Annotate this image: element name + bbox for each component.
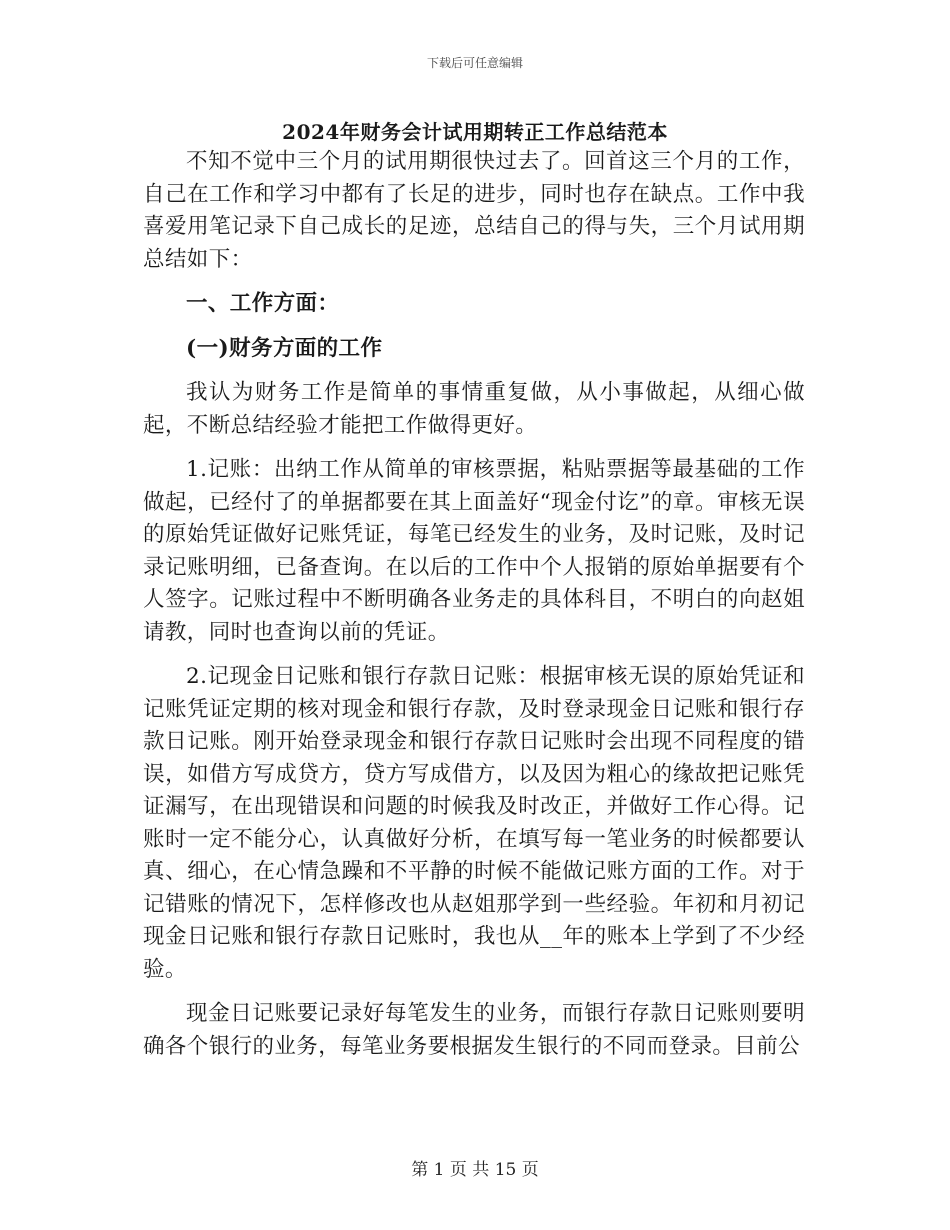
intro-paragraph: 不知不觉中三个月的试用期很快过去了。回首这三个月的工作，自己在工作和学习中都有了长足的进步，同时也存在缺点。工作中我喜爱用笔记录下自己成长的足迹，总结自己的得与失，三个月试用期总结如下： [143,149,805,272]
bookkeeping-paragraph: 1.记账：出纳工作从简单的审核票据，粘贴票据等最基础的工作做起，已经付了的单据都要在其上面盖好“现金付讫”的章。审核无误的原始凭证做好记账凭证，每笔已经发生的业务，及时记账，及时记录记账明细，已备查询。在以后的工作中个人报销的原始单据要有个人签字。记账过程中不断明确各业务走的具体科目，不明白的向赵姐请教，同时也查询以前的凭证。 [143,457,805,645]
document-body [143,146,805,1063]
page-header: 下载后可任意编辑 [426,56,523,70]
section-heading-work: 一、工作方面： [186,291,340,316]
subsection-heading-finance: (一)财务方面的工作 [186,335,383,361]
finance-paragraph: 我认为财务工作是简单的事情重复做，从小事做起，从细心做起，不断总结经验才能把工作做得更好。 [143,380,805,438]
cash-journal-paragraph: 现金日记账要记录好每笔发生的业务，而银行存款日记账则要明确各个银行的业务，每笔业务要根据发生银行的不同而登录。目前公 [143,1001,805,1059]
page-footer: 第 1 页 共 15 页 [411,1160,539,1180]
journal-paragraph: 2.记现金日记账和银行存款日记账：根据审核无误的原始凭证和记账凭证定期的核对现金和银行存款，及时登录现金日记账和银行存款日记账。刚开始登录现金和银行存款日记账时会出现不同程度的错误，如借方写成贷方，贷方写成借方，以及因为粗心的缘故把记账凭证漏写，在出现错误和问题的时候我及时改正，并做好工作心得。记账时一定不能分心，认真做好分析，在填写每一笔业务的时候都要认真、细心，在心情急躁和不平静的时候不能做记账方面的工作。对于记错账的情况下，怎样修改也从赵姐那学到一些经验。年初和月初记现金日记账和银行存款日记账时，我也从__年的账本上学到了不少经验。 [143,664,805,982]
document-title: 2024年财务会计试用期转正工作总结范本 [282,120,668,144]
